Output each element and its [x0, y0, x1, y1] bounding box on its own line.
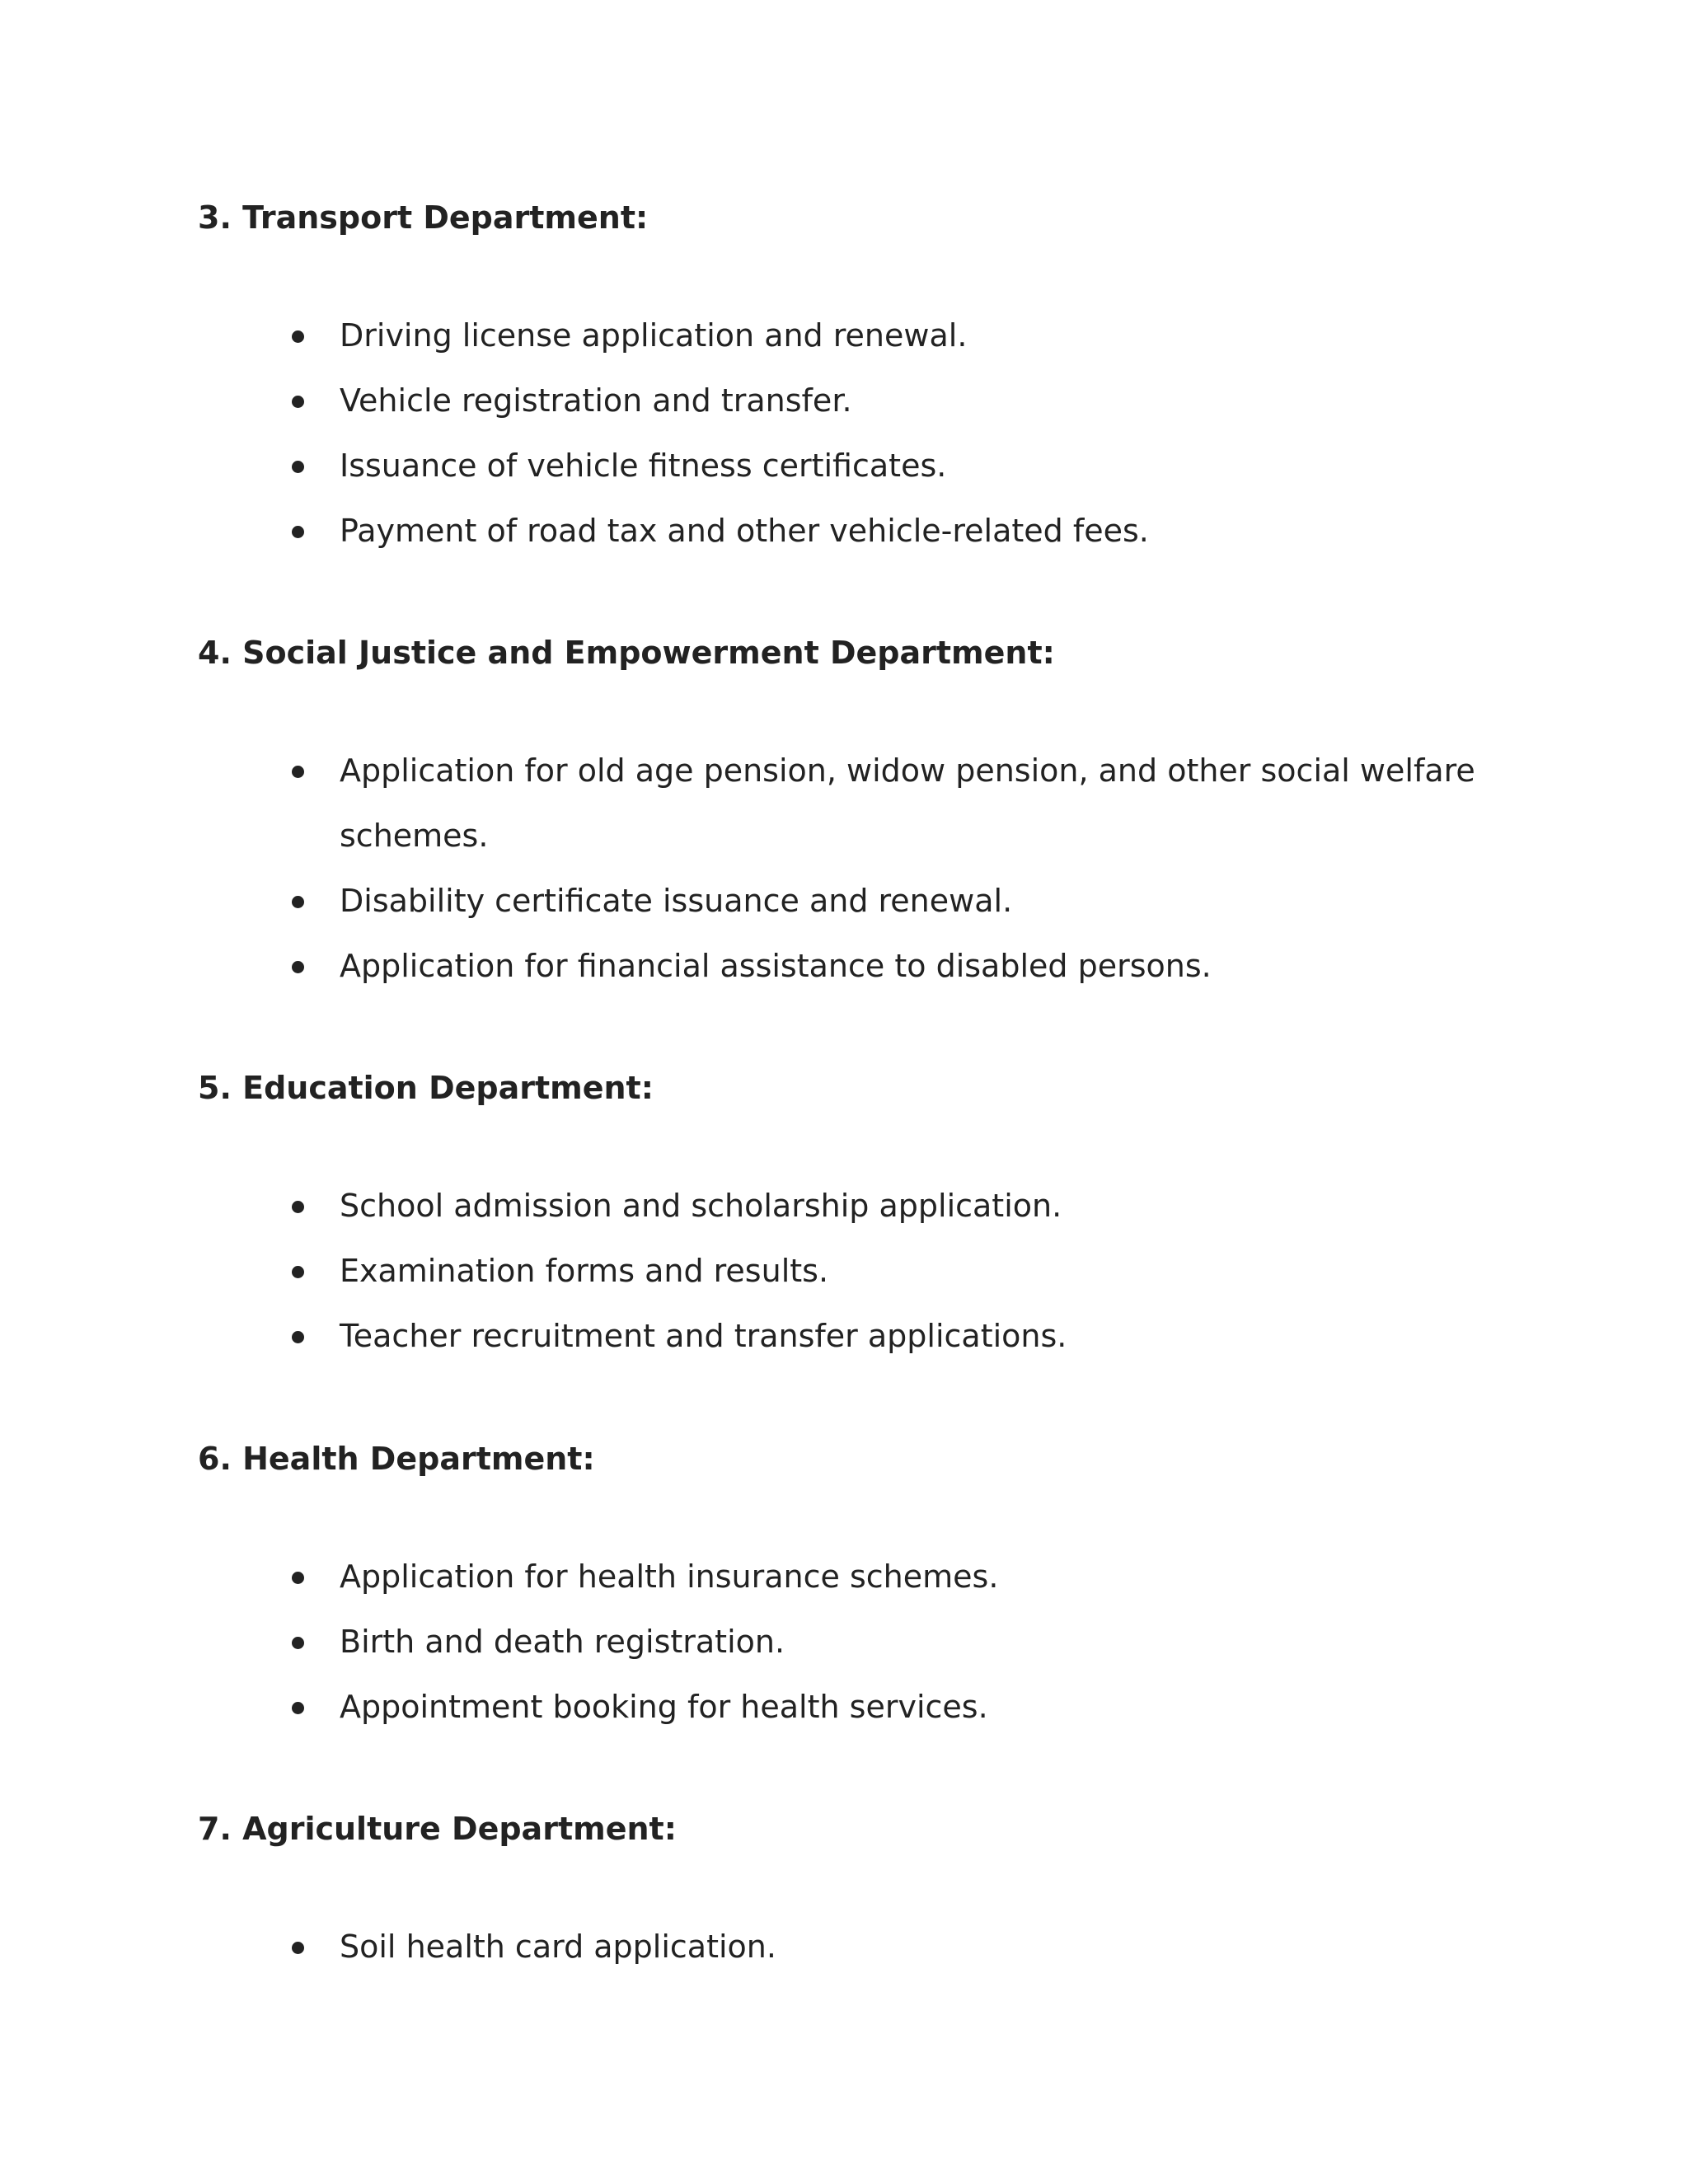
bullet-icon [292, 461, 304, 473]
section-heading-education: 5. Education Department: [198, 1070, 654, 1106]
list-item-text: Payment of road tax and other vehicle-related fees. [340, 513, 1149, 549]
list-item [198, 499, 1592, 564]
bullet-icon [292, 896, 304, 908]
list-item [198, 1675, 1592, 1740]
list-item [198, 1239, 1592, 1304]
section-heading-health: 6. Health Department: [198, 1441, 595, 1477]
section-heading-agriculture: 7. Agriculture Department: [198, 1811, 677, 1847]
list-item-text: Vehicle registration and transfer. [340, 382, 852, 419]
health-services-list [198, 1544, 1592, 1740]
list-item [198, 1174, 1592, 1239]
list-item-text: School admission and scholarship application. [340, 1188, 1062, 1224]
social-justice-services-list [198, 738, 1592, 999]
bullet-icon [292, 526, 304, 538]
list-item-text: Application for health insurance schemes. [340, 1558, 999, 1595]
bullet-icon [292, 1637, 304, 1649]
list-item-text: Teacher recruitment and transfer applications. [340, 1318, 1067, 1354]
bullet-icon [292, 330, 304, 343]
bullet-icon [292, 961, 304, 973]
bullet-icon [292, 1942, 304, 1954]
bullet-icon [292, 1331, 304, 1343]
education-services-list [198, 1174, 1592, 1369]
bullet-icon [292, 1702, 304, 1714]
list-item [198, 1610, 1592, 1675]
bullet-icon [292, 1266, 304, 1278]
list-item [198, 1304, 1592, 1369]
list-item [198, 1544, 1592, 1610]
bullet-icon [292, 1201, 304, 1213]
list-item-text: Application for financial assistance to disabled persons. [340, 948, 1212, 984]
list-item [198, 368, 1592, 434]
list-item-text: Issuance of vehicle fitness certificates. [340, 448, 947, 484]
agriculture-services-list [198, 1915, 1592, 1980]
list-item [198, 1915, 1592, 1980]
list-item [198, 434, 1592, 499]
list-item [198, 934, 1592, 999]
bullet-icon [292, 396, 304, 408]
section-heading-transport: 3. Transport Department: [198, 199, 649, 236]
list-item-text: Examination forms and results. [340, 1253, 829, 1289]
list-item-text: Driving license application and renewal. [340, 317, 968, 354]
bullet-icon [292, 1572, 304, 1584]
list-item [198, 738, 1592, 869]
section-heading-social-justice: 4. Social Justice and Empowerment Department: [198, 635, 1055, 671]
transport-services-list [198, 303, 1592, 564]
list-item-text: Appointment booking for health services. [340, 1689, 988, 1725]
list-item-text: Disability certificate issuance and renewal. [340, 883, 1013, 919]
list-item [198, 303, 1592, 368]
bullet-icon [292, 766, 304, 778]
list-item-text: Application for old age pension, widow pension, and other social welfare schemes. [340, 752, 1475, 854]
list-item [198, 869, 1592, 934]
list-item-text: Birth and death registration. [340, 1624, 785, 1660]
list-item-text: Soil health card application. [340, 1929, 776, 1965]
